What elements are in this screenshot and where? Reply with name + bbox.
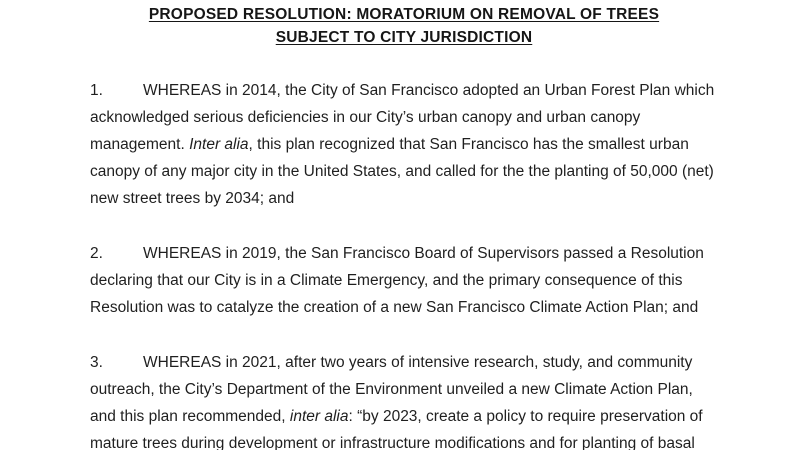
paragraph-1-text-continued: , this plan recognized that San Francisco has the smallest urban canopy of any major city in the United States, and called for the the planting of 50,000 (net) new street trees by 2034; and — [90, 136, 714, 207]
paragraph-3 — [90, 349, 718, 450]
paragraph-1-number: 1. — [90, 82, 103, 99]
paragraph-3-text-continued: : “by 2023, create a policy to require preservation of mature trees during development or infrastructure modifications and for planting of basal — [90, 408, 703, 450]
paragraph-2 — [90, 240, 718, 321]
paragraph-1-text: WHEREAS in 2014, the City of San Francisco adopted an Urban Forest Plan which acknowledged serious deficiencies in our City’s urban canopy and urban canopy management. — [90, 82, 715, 153]
paragraph-2-number: 2. — [90, 245, 103, 262]
document-body — [90, 77, 718, 450]
paragraph-3-number: 3. — [90, 354, 103, 371]
paragraph-2-text: WHEREAS in 2019, the San Francisco Board of Supervisors passed a Resolution declaring that our City is in a Climate Emergency, and the primary consequence of this Resolution was to catalyze the creation of a new San Francisco Climate Action Plan; and — [90, 245, 704, 316]
document-title-line-1: PROPOSED RESOLUTION: MORATORIUM ON REMOVAL OF TREES — [148, 6, 660, 23]
document-title-line-2: SUBJECT TO CITY JURISDICTION — [275, 29, 533, 46]
paragraph-1 — [90, 77, 718, 212]
paragraph-3-text: WHEREAS in 2021, after two years of intensive research, study, and community outreach, the City’s Department of the Environment unveiled a new Climate Action Plan, and this plan recommended, — [90, 354, 693, 425]
paragraph-3-italic-phrase: inter alia — [289, 408, 349, 425]
paragraph-1-italic-phrase: Inter alia — [189, 136, 249, 153]
document-title — [90, 3, 718, 49]
